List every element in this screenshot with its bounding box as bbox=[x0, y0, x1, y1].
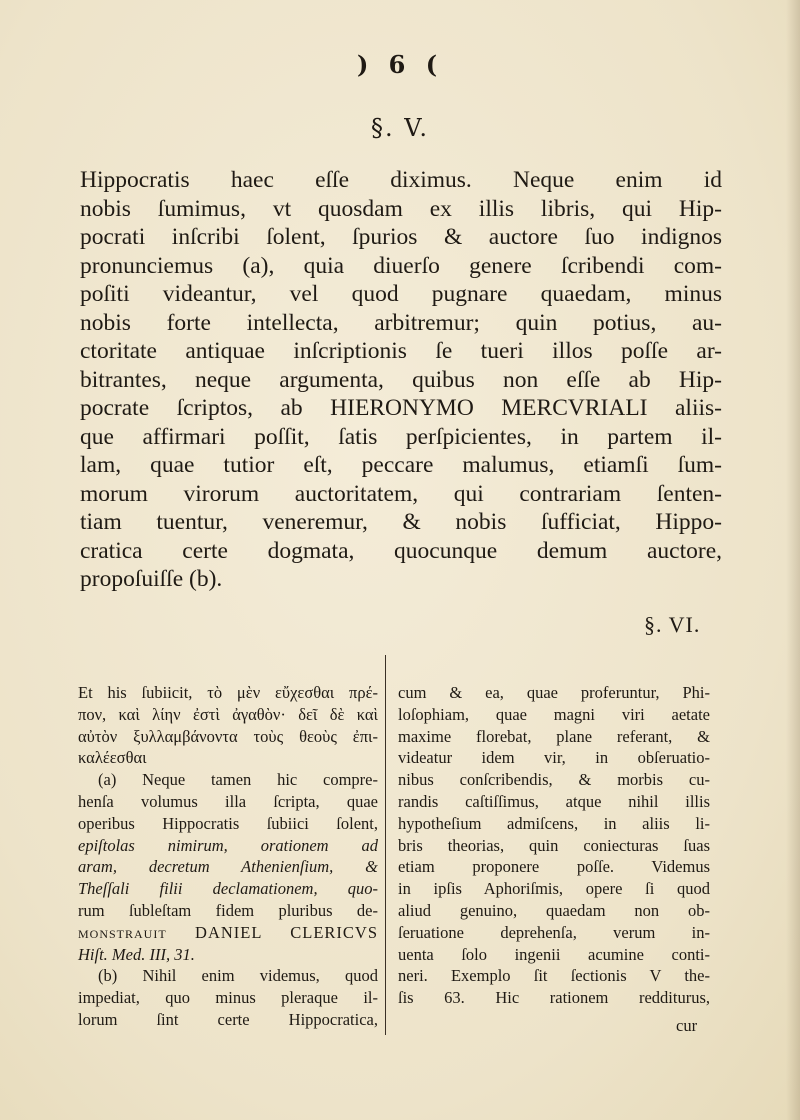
next-section-heading: §. VI. bbox=[644, 612, 701, 637]
footnote-line: bris theorias, quin coniecturas ſuas bbox=[398, 835, 710, 855]
footnote-line: monſtrauit DANIEL CLERICVS bbox=[78, 922, 378, 942]
footnote-line: Hiſt. Med. III, 31. bbox=[78, 944, 195, 964]
footnote-line: videatur idem vir, in obſeruatio- bbox=[398, 748, 710, 768]
main-text-block bbox=[80, 166, 722, 594]
footnote-line: impediat, quo minus pleraque il- bbox=[78, 988, 378, 1008]
footnote-line: uenta ſolo ingenii acumine conti- bbox=[398, 944, 710, 964]
footnote-line: Theſſali filii declamationem, quo- bbox=[78, 879, 378, 899]
footnote-line: καλέεσθαι bbox=[78, 748, 147, 768]
footnote-line: rum ſubleſtam fidem pluribus de- bbox=[78, 900, 378, 920]
footnote-line: epiſtolas nimirum, orationem ad bbox=[78, 835, 378, 855]
footnote-line: cum & ea, quae proferuntur, Phi- bbox=[398, 683, 710, 702]
main-text-line: pocrate ſcriptos, ab HIERONYMO MERCVRIALI aliis- bbox=[80, 395, 722, 421]
page-edge-shadow bbox=[786, 0, 800, 1120]
main-text-line: pocrati inſcribi ſolent, ſpurios & auctore ſuo indignos bbox=[80, 224, 722, 250]
footnote-line: ſeruatione deprehenſa, verum in- bbox=[398, 922, 710, 942]
footnote-line: in ipſis Aphoriſmis, opere ſi quod bbox=[398, 879, 710, 899]
footnote-line: loſophiam, quae magni viri aetate bbox=[398, 704, 710, 724]
footnote-line: (b) Nihil enim videmus, quod bbox=[98, 966, 378, 986]
main-text-line: bitrantes, neque argumenta, quibus non eſſe ab Hip- bbox=[80, 366, 722, 393]
main-text-line: cratica certe dogmata, quocunque demum auctore, bbox=[80, 537, 722, 564]
main-text-line: Hippocratis haec eſſe diximus. Neque enim id bbox=[80, 167, 722, 193]
footnote-line: maxime florebat, plane referant, & bbox=[398, 726, 710, 746]
main-text-line: que affirmari poſſit, ſatis perſpicientes, in partem il- bbox=[80, 423, 722, 450]
column-divider bbox=[385, 655, 388, 1035]
footnote-line: ſis 63. Hic rationem redditurus, bbox=[398, 988, 710, 1008]
footnote-line: Et his ſubiicit, τὸ μὲν εὔχεσθαι πρέ- bbox=[78, 683, 378, 702]
footnote-line: (a) Neque tamen hic compre- bbox=[98, 770, 378, 790]
footnote-line: πον, καὶ λίην ἐστὶ ἀγαθὸν· δεῖ δὲ καὶ bbox=[78, 704, 378, 724]
main-text-line: morum virorum auctoritatem, qui contrariam ſenten- bbox=[80, 480, 722, 507]
footnote-line: hypotheſium admiſcens, in aliis li- bbox=[398, 813, 710, 833]
main-text-line: propoſuiſſe (b). bbox=[80, 566, 223, 592]
footnotes-right-column bbox=[398, 682, 710, 1009]
main-text-line: nobis ſumimus, vt quosdam ex illis libris, qui Hip- bbox=[80, 195, 722, 222]
footnote-line: αὐτὸν ξυλλαμβάνοντα τοὺς θεοὺς ἐπι- bbox=[78, 726, 378, 746]
footnote-line: aliud genuino, quaedam non ob- bbox=[398, 900, 710, 920]
main-text-line: ctoritate antiquae inſcriptionis ſe tueri illos poſſe ar- bbox=[80, 338, 722, 364]
footnote-line: etiam proponere poſſe. Videmus bbox=[398, 857, 710, 877]
main-text-line: tiam tuentur, veneremur, & nobis ſufficiat, Hippo- bbox=[80, 509, 722, 535]
page-number: ) 6 ( bbox=[356, 50, 444, 79]
main-text-line: lam, quae tutior eſt, peccare malumus, etiamſi ſum- bbox=[80, 452, 722, 478]
footnote-line: operibus Hippocratis ſubiici ſolent, bbox=[78, 813, 378, 833]
footnote-line: lorum ſint certe Hippocratica, bbox=[78, 1009, 378, 1029]
main-text-line: pronunciemus (a), quia diuerſo genere ſcribendi com- bbox=[80, 252, 722, 279]
footnote-line: randis caſtiſſimus, atque nihil illis bbox=[398, 791, 710, 811]
main-text-line: nobis forte intellecta, arbitremur; quin potius, au- bbox=[80, 309, 722, 336]
footnotes-left-column bbox=[78, 682, 378, 1031]
footnote-line: henſa volumus illa ſcripta, quae bbox=[78, 791, 378, 811]
catchword: cur bbox=[676, 1016, 698, 1035]
footnote-line: nibus conſcribendis, & morbis cu- bbox=[398, 770, 710, 790]
footnote-line: neri. Exemplo ſit ſectionis V the- bbox=[398, 966, 710, 986]
main-text-line: poſiti videantur, vel quod pugnare quaedam, minus bbox=[80, 281, 722, 307]
footnote-line: aram, decretum Athenienſium, & bbox=[78, 857, 378, 877]
section-heading: §. V. bbox=[370, 114, 430, 142]
